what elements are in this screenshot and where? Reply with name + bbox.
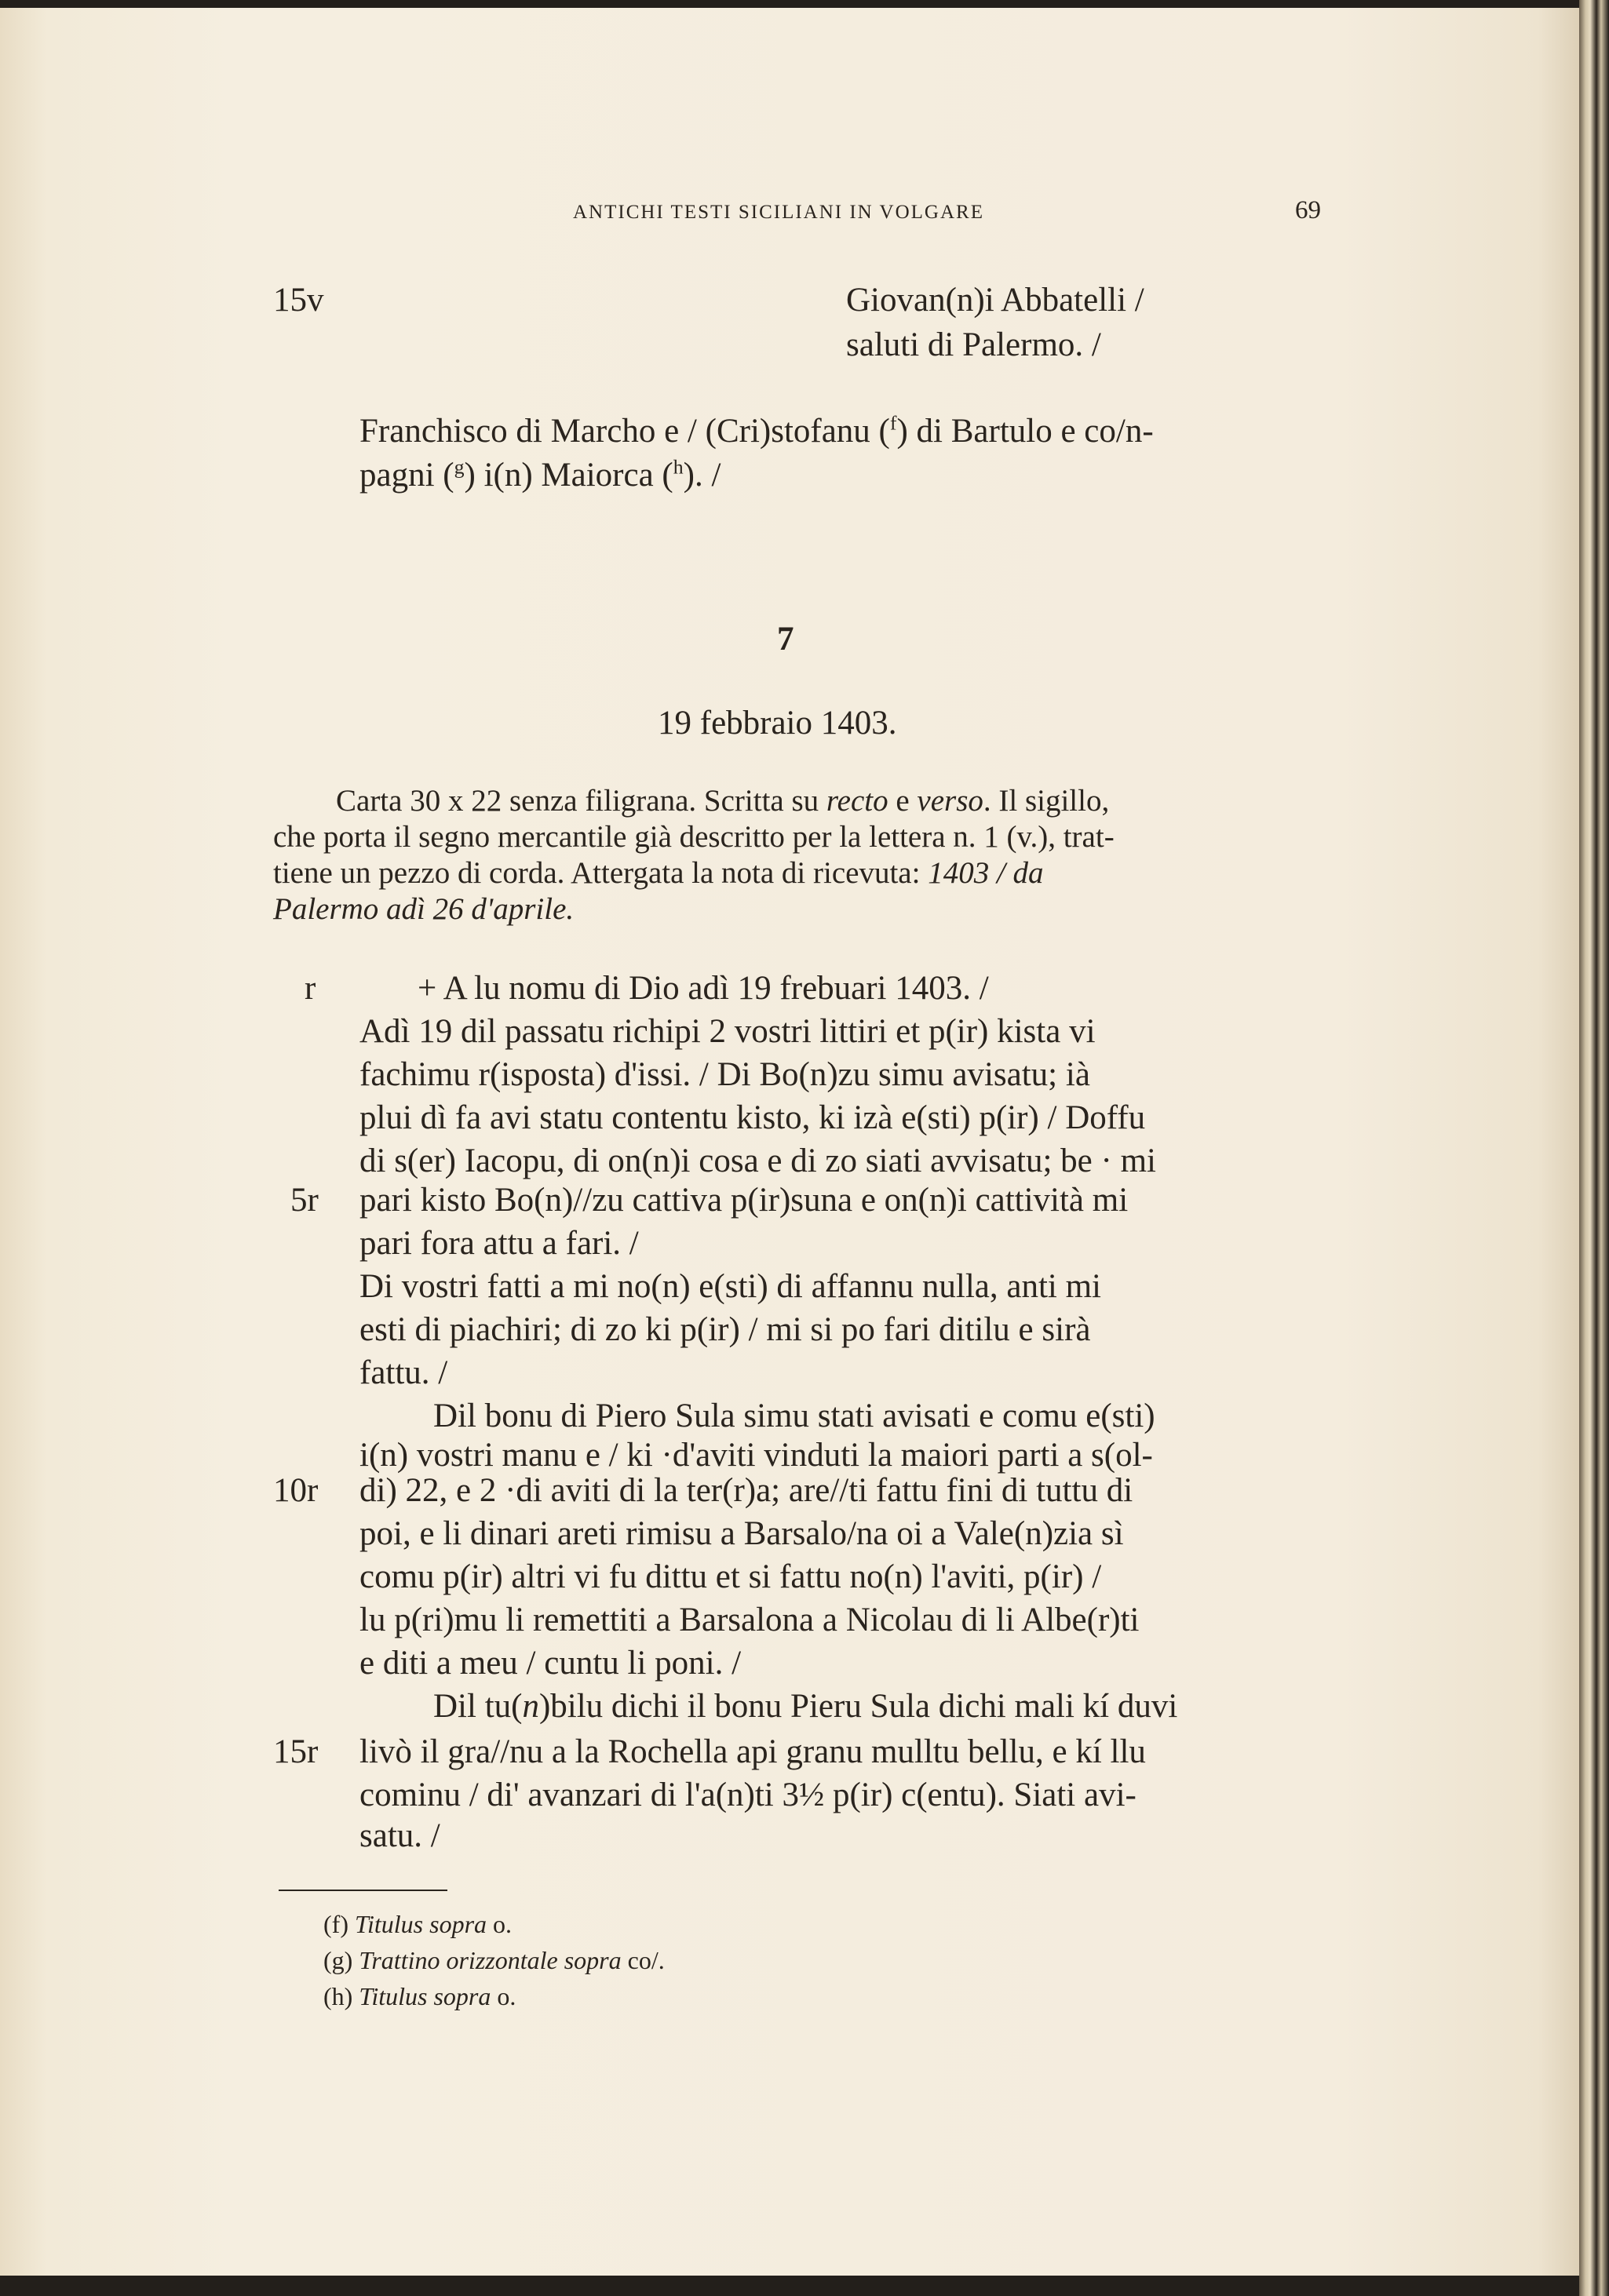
address-line: Giovan(n)i Abbatelli / bbox=[846, 282, 1144, 319]
description-line: Carta 30 x 22 senza filigrana. Scritta su recto e verso. Il sigillo, bbox=[336, 784, 1110, 818]
text-line: i(n) vostri manu e / ki ·d'aviti vinduti la maiori parti a s(ol- bbox=[359, 1437, 1153, 1474]
footnote: (f) Titulus sopra o. bbox=[323, 1910, 513, 1938]
text-line: di s(er) Iacopu, di on(n)i cosa e di zo siati avvisatu; be · mi bbox=[359, 1143, 1156, 1179]
text-line: fattu. / bbox=[359, 1354, 448, 1391]
page-number: 69 bbox=[1295, 196, 1321, 224]
line-marker: 5r bbox=[290, 1182, 319, 1219]
footnote-ref: g bbox=[454, 455, 465, 479]
book-edge bbox=[1579, 0, 1609, 2296]
recipient-line: pagni ($^g$) i(n) Maiorca ($^h$). / bbox=[359, 455, 721, 494]
footnote-divider bbox=[279, 1890, 447, 1891]
text-line: fachimu r(isposta) d'issi. / Di Bo(n)zu simu avisatu; ià bbox=[359, 1056, 1090, 1093]
line-marker: 10r bbox=[273, 1472, 319, 1509]
footnote-ref: h bbox=[673, 455, 684, 479]
text-line: plui dì fa avi statu contentu kisto, ki izà e(sti) p(ir) / Doffu bbox=[359, 1099, 1146, 1136]
text-line: lu p(ri)mu li remettiti a Barsalona a Nicolau di li Albe(r)ti bbox=[359, 1602, 1140, 1638]
text-line: + A lu nomu di Dio adì 19 frebuari 1403. / bbox=[418, 970, 989, 1007]
text-line: pari kisto Bo(n)//zu cattiva p(ir)suna e on(n)i cattività mi bbox=[359, 1182, 1129, 1219]
text-line: pari fora attu a fari. / bbox=[359, 1225, 639, 1262]
description-line: tiene un pezzo di corda. Attergata la nota di ricevuta: 1403 / da bbox=[273, 856, 1044, 890]
document-date: 19 febbraio 1403. bbox=[658, 705, 897, 742]
text-line: Dil tu(n)bilu dichi il bonu Pieru Sula dichi mali kí duvi bbox=[433, 1688, 1178, 1725]
text-line: Di vostri fatti a mi no(n) e(sti) di affannu nulla, anti mi bbox=[359, 1268, 1101, 1305]
folio-marker: 15v bbox=[273, 282, 324, 319]
text-line: cominu / di' avanzari di l'a(n)ti 3½ p(ir) c(entu). Siati avi- bbox=[359, 1777, 1137, 1813]
address-line: saluti di Palermo. / bbox=[846, 326, 1101, 363]
text-line: Dil bonu di Piero Sula simu stati avisati e comu e(sti) bbox=[433, 1398, 1155, 1434]
text-line: esti di piachiri; di zo ki p(ir) / mi si po fari ditilu e sirà bbox=[359, 1311, 1091, 1348]
text-line: e diti a meu / cuntu li poni. / bbox=[359, 1645, 742, 1682]
footnote: (h) Titulus sopra o. bbox=[323, 1982, 516, 2010]
document-number: 7 bbox=[777, 621, 794, 658]
description-line: che porta il segno mercantile già descritto per la lettera n. 1 (v.), trat- bbox=[273, 820, 1115, 854]
running-title: ANTICHI TESTI SICILIANI IN VOLGARE bbox=[573, 202, 984, 223]
text-line: livò il gra//nu a la Rochella api granu mulltu bellu, e kí llu bbox=[359, 1733, 1146, 1770]
text-line: Adì 19 dil passatu richipi 2 vostri littiri et p(ir) kista vi bbox=[359, 1013, 1096, 1050]
book-page bbox=[0, 8, 1579, 2276]
line-marker: r bbox=[305, 970, 316, 1007]
footnote-ref: f bbox=[889, 411, 897, 435]
recipient-line: Franchisco di Marcho e / (Cri)stofanu ($^f$) di Bartulo e co/n- bbox=[359, 411, 1154, 450]
text-line: di) 22, e 2 ·di aviti di la ter(r)a; are//ti fattu fini di tuttu di bbox=[359, 1472, 1133, 1509]
text-line: satu. / bbox=[359, 1817, 440, 1854]
description-line: Palermo adì 26 d'aprile. bbox=[273, 892, 575, 926]
line-marker: 15r bbox=[273, 1733, 319, 1770]
text-line: poi, e li dinari areti rimisu a Barsalo/na oi a Vale(n)zia sì bbox=[359, 1515, 1124, 1552]
footnote: (g) Trattino orizzontale sopra co/. bbox=[323, 1946, 665, 1974]
text-line: comu p(ir) altri vi fu dittu et si fattu no(n) l'aviti, p(ir) / bbox=[359, 1558, 1102, 1595]
